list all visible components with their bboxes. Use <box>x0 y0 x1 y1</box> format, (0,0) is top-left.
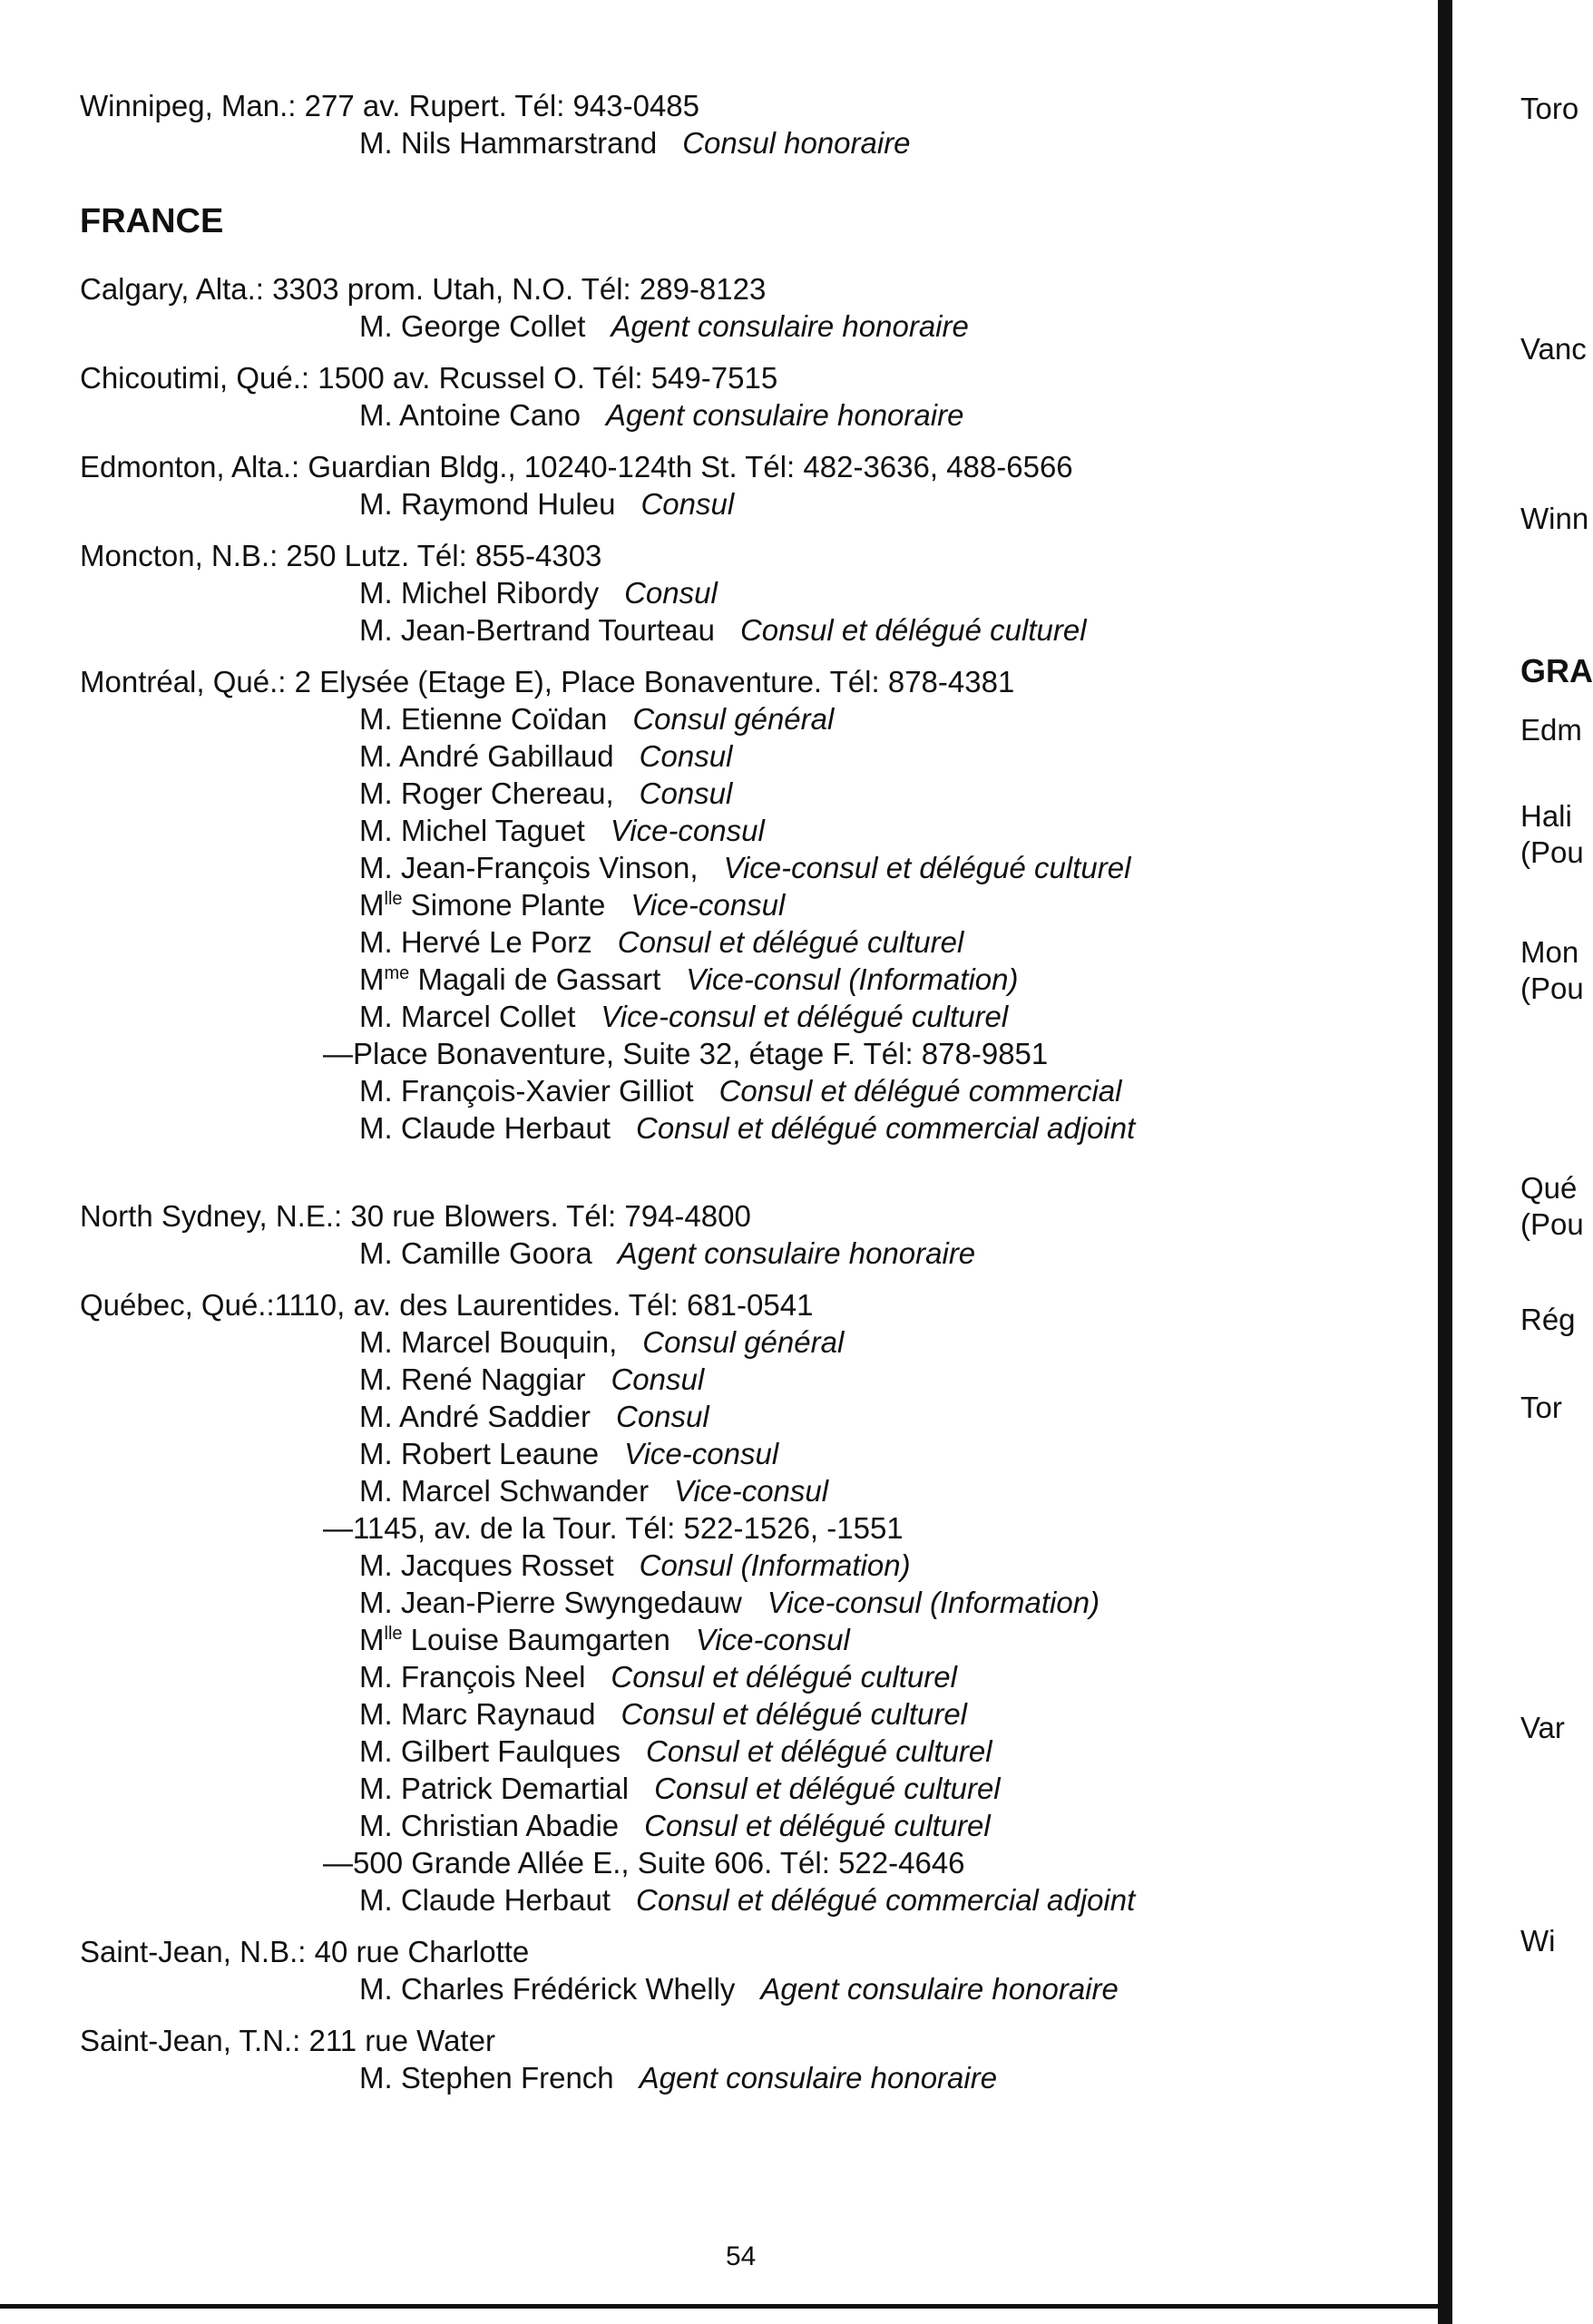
person-title: Vice-consul <box>610 814 765 847</box>
person-title: Agent consulaire honoraire <box>639 2061 998 2095</box>
person-row <box>80 1770 1422 1807</box>
person-title: Consul (Information) <box>639 1548 911 1582</box>
right-column-text-fragment: Winn <box>1520 502 1589 535</box>
person-row <box>80 1970 1422 2007</box>
person-name: M. Jean-Pierre Swyngedauw <box>359 1586 742 1619</box>
honorific: M <box>359 962 385 996</box>
consulate-address: Montréal, Qué.: 2 Elysée (Etage E), Place Bonaventure. Tél: 878-4381 <box>80 665 1015 698</box>
person-title: Consul général <box>642 1325 845 1359</box>
consulate-address: Chicoutimi, Qué.: 1500 av. Rcussel O. Tél: 549-7515 <box>80 361 778 395</box>
person-title: Consul et délégué culturel <box>739 613 1087 647</box>
person-row <box>80 124 1422 161</box>
person-row <box>80 886 1422 923</box>
person-title: Consul <box>640 487 735 521</box>
person-row <box>80 1881 1422 1919</box>
person-row <box>80 1435 1422 1472</box>
person-row <box>80 1547 1422 1584</box>
person-name: M. Christian Abadie <box>359 1809 620 1842</box>
person-name: M. Camille Goora <box>359 1236 592 1270</box>
honorific: M <box>359 1623 385 1656</box>
consulate-entry <box>80 537 1422 649</box>
person-name: M. Hervé Le Porz <box>359 925 592 959</box>
person-row <box>80 923 1422 961</box>
right-column-text-fragment: Edm <box>1520 713 1582 747</box>
person-name: M. Robert Leaune <box>359 1437 600 1470</box>
consulate-address: Saint-Jean, N.B.: 40 rue Charlotte <box>80 1935 530 1968</box>
person-row <box>80 611 1422 649</box>
person-name: M. André Saddier <box>359 1400 591 1433</box>
person-row <box>80 961 1422 998</box>
person-row <box>80 775 1422 812</box>
consulate-entry <box>80 1197 1422 1272</box>
person-row <box>80 700 1422 737</box>
bottom-rule <box>0 2304 1438 2309</box>
person-row <box>80 2059 1422 2096</box>
person-title: Consul <box>639 739 733 773</box>
person-name: M. Marcel Bouquin, <box>359 1325 618 1359</box>
person-title: Vice-consul <box>674 1474 829 1508</box>
honorific-superscript: lle <box>384 1624 403 1644</box>
person-row <box>80 574 1422 611</box>
page-number: 54 <box>726 2241 757 2271</box>
right-column-text-fragment: (Pou <box>1520 835 1584 869</box>
person-title: Agent consulaire honoraire <box>760 1972 1119 2006</box>
person-title: Consul et délégué culturel <box>644 1809 991 1842</box>
consulate-entry <box>80 1933 1422 2007</box>
person-name: M. Roger Chereau, <box>359 776 614 810</box>
consulate-address: Saint-Jean, T.N.: 211 rue Water <box>80 2024 495 2057</box>
person-title: Consul <box>624 576 718 610</box>
person-name: Louise Baumgarten <box>402 1623 670 1656</box>
person-name: M. Claude Herbaut <box>359 1883 611 1917</box>
person-name: M. Marcel Schwander <box>359 1474 650 1508</box>
person-title: Consul honoraire <box>682 126 911 160</box>
person-name: M. Jean-Bertrand Tourteau <box>359 613 715 647</box>
person-name: M. Gilbert Faulques <box>359 1734 621 1768</box>
consulate-entry <box>80 1286 1422 1919</box>
person-row <box>80 1109 1422 1147</box>
consulate-entry <box>80 359 1422 434</box>
person-name: M. Raymond Huleu <box>359 487 616 521</box>
country-heading: FRANCE <box>80 202 224 240</box>
person-name: M. André Gabillaud <box>359 739 614 773</box>
consulate-address: Québec, Qué.:1110, av. des Laurentides. Tél: 681-0541 <box>80 1288 814 1322</box>
person-row <box>80 1472 1422 1509</box>
right-column-heading-fragment: GRA <box>1520 652 1593 689</box>
person-name: M. Patrick Demartial <box>359 1772 630 1805</box>
person-title: Consul et délégué culturel <box>654 1772 1001 1805</box>
person-name: M. Stephen French <box>359 2061 614 2095</box>
person-title: Vice-consul (Information) <box>686 962 1019 996</box>
person-title: Consul et délégué commercial adjoint <box>635 1111 1136 1145</box>
person-name: M. Nils Hammarstrand <box>359 126 658 160</box>
left-column <box>80 87 1422 2111</box>
person-row <box>80 1398 1422 1435</box>
person-row <box>80 1658 1422 1695</box>
person-row <box>80 737 1422 775</box>
secondary-address: —1145, av. de la Tour. Tél: 522-1526, -1551 <box>323 1511 904 1545</box>
person-title: Vice-consul <box>695 1623 850 1656</box>
person-row <box>80 308 1422 345</box>
person-title: Consul et délégué culturel <box>621 1697 968 1731</box>
person-row <box>80 1235 1422 1272</box>
person-name: M. Michel Ribordy <box>359 576 600 610</box>
person-row <box>80 1361 1422 1398</box>
right-column-text-fragment: Vanc <box>1520 332 1587 366</box>
honorific-superscript: lle <box>384 889 403 909</box>
person-title: Vice-consul (Information) <box>767 1586 1100 1619</box>
person-name: M. Claude Herbaut <box>359 1111 611 1145</box>
person-row <box>80 812 1422 849</box>
person-row <box>80 1584 1422 1621</box>
person-title: Vice-consul <box>630 888 786 922</box>
consulate-entry <box>80 2022 1422 2096</box>
person-title: Consul et délégué commercial adjoint <box>635 1883 1136 1917</box>
person-title: Vice-consul et délégué culturel <box>601 1000 1009 1033</box>
person-title: Consul et délégué culturel <box>617 925 964 959</box>
person-name: M. François Neel <box>359 1660 586 1694</box>
secondary-address: —Place Bonaventure, Suite 32, étage F. Tél: 878-9851 <box>323 1037 1049 1070</box>
consulate-address: North Sydney, N.E.: 30 rue Blowers. Tél: 794-4800 <box>80 1199 751 1233</box>
person-name: M. Etienne Coïdan <box>359 702 608 736</box>
person-row <box>80 1807 1422 1844</box>
consulate-entry <box>80 87 1422 161</box>
consulate-entry <box>80 663 1422 1147</box>
spacer <box>80 1161 1422 1197</box>
right-column-text-fragment: Toro <box>1520 92 1579 125</box>
person-title: Consul <box>639 776 733 810</box>
person-row <box>80 485 1422 522</box>
person-title: Agent consulaire honoraire <box>611 309 969 343</box>
right-column-text-fragment: Mon <box>1520 935 1579 969</box>
person-title: Consul et délégué commercial <box>718 1074 1122 1108</box>
person-row <box>80 1733 1422 1770</box>
right-column-text-fragment: Hali <box>1520 799 1572 833</box>
person-name: M. Marc Raynaud <box>359 1697 596 1731</box>
person-row <box>80 396 1422 434</box>
right-column-text-fragment: (Pou <box>1520 972 1584 1005</box>
person-title: Consul <box>611 1362 705 1396</box>
consulate-address: Calgary, Alta.: 3303 prom. Utah, N.O. Tél: 289-8123 <box>80 272 767 306</box>
right-column-text-fragment: Rég <box>1520 1303 1576 1336</box>
person-title: Agent consulaire honoraire <box>606 398 964 432</box>
person-title: Vice-consul <box>624 1437 779 1470</box>
person-name: M. Michel Taguet <box>359 814 585 847</box>
person-name: Simone Plante <box>402 888 606 922</box>
consulate-address: Winnipeg, Man.: 277 av. Rupert. Tél: 943-0485 <box>80 89 700 122</box>
person-title: Agent consulaire honoraire <box>617 1236 976 1270</box>
person-name: M. Marcel Collet <box>359 1000 576 1033</box>
consulate-address: Edmonton, Alta.: Guardian Bldg., 10240-124th St. Tél: 482-3636, 488-6566 <box>80 450 1073 483</box>
person-row <box>80 1072 1422 1109</box>
consulate-address: Moncton, N.B.: 250 Lutz. Tél: 855-4303 <box>80 539 602 572</box>
right-column-text-fragment: Var <box>1520 1711 1565 1744</box>
person-name: M. Antoine Cano <box>359 398 581 432</box>
right-column-text-fragment: Wi <box>1520 1924 1556 1958</box>
honorific-superscript: me <box>384 963 410 983</box>
person-name: M. François-Xavier Gilliot <box>359 1074 694 1108</box>
person-name: M. George Collet <box>359 309 586 343</box>
person-title: Consul <box>615 1400 709 1433</box>
person-name: M. René Naggiar <box>359 1362 586 1396</box>
person-name: Magali de Gassart <box>409 962 661 996</box>
consulate-entry <box>80 270 1422 345</box>
right-column-text-fragment: Tor <box>1520 1391 1562 1424</box>
right-column-text-fragment: Qué <box>1520 1171 1578 1205</box>
person-row <box>80 1323 1422 1361</box>
person-name: M. Jacques Rosset <box>359 1548 614 1582</box>
right-column-text-fragment: (Pou <box>1520 1207 1584 1241</box>
person-title: Consul général <box>632 702 835 736</box>
consulate-entry <box>80 448 1422 522</box>
person-name: M. Jean-François Vinson, <box>359 851 699 884</box>
column-divider <box>1438 0 1452 2324</box>
person-title: Consul et délégué culturel <box>645 1734 992 1768</box>
person-row <box>80 1695 1422 1733</box>
person-row <box>80 1621 1422 1658</box>
person-title: Vice-consul et délégué culturel <box>723 851 1131 884</box>
person-title: Consul et délégué culturel <box>611 1660 957 1694</box>
person-name: M. Charles Frédérick Whelly <box>359 1972 736 2006</box>
honorific: M <box>359 888 385 922</box>
secondary-address: —500 Grande Allée E., Suite 606. Tél: 522-4646 <box>323 1846 965 1880</box>
person-row <box>80 849 1422 886</box>
person-row <box>80 998 1422 1035</box>
